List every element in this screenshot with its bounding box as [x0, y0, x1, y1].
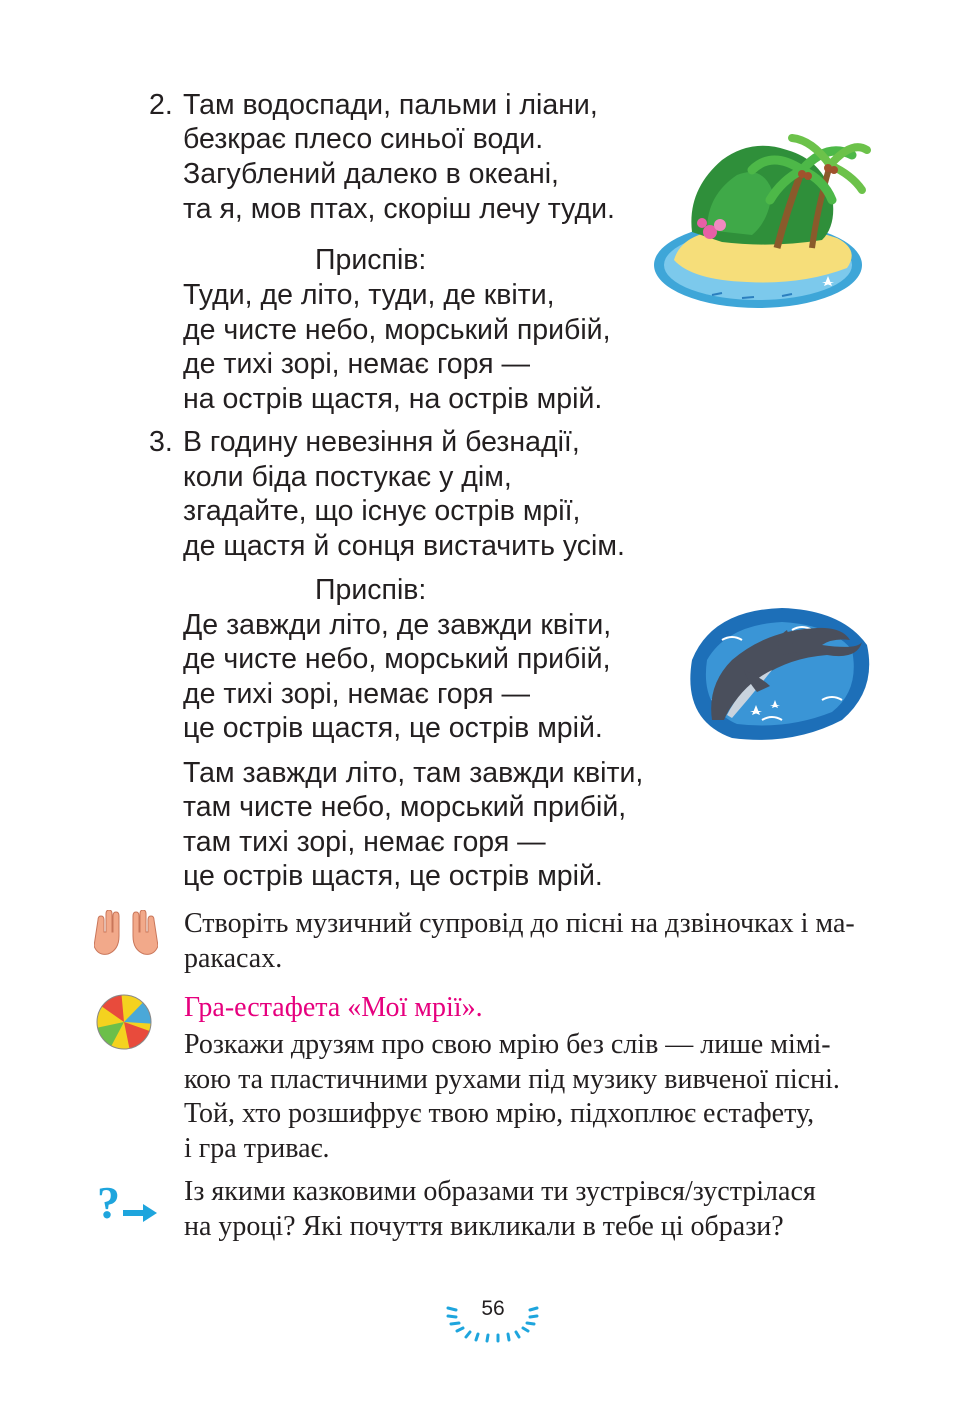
verse-line: В годину невезіння й безнадії, — [183, 426, 580, 458]
chorus-line: Там завжди літо, там завжди квіти, — [183, 757, 644, 789]
task-text-line: Той, хто розшифрує твою мрію, підхоплює естафету, — [184, 1098, 815, 1129]
hands-icon — [94, 910, 158, 956]
task-text-line: кою та пластичними рухами під музику вивченої пісні. — [184, 1063, 840, 1095]
chorus-line: де тихі зорі, немає горя — — [183, 348, 530, 380]
verse-line: Там водоспади, пальми і ліани, — [183, 89, 598, 121]
chorus-line: на острів щастя, на острів мрій. — [183, 383, 603, 415]
chorus-line: Туди, де літо, туди, де квіти, — [183, 279, 555, 311]
verse-line: безкрає плесо синьої води. — [183, 123, 544, 155]
chorus-line: це острів щастя, це острів мрій. — [183, 860, 603, 892]
task-question-text — [184, 1175, 890, 1244]
verse-number: 2. — [149, 89, 173, 121]
dolphin-illustration — [672, 600, 876, 746]
chorus-label: Приспів: — [315, 574, 427, 606]
task-text-line: Із якими казковими образами ти зустрівся/зустрілася — [184, 1176, 816, 1207]
task-text-line: Створіть музичний супровід до пісні на дзвіночках і ма- — [184, 908, 855, 939]
ball-icon — [96, 994, 152, 1050]
task-game-text — [184, 1028, 890, 1166]
verse-line: згадайте, що існує острів мрії, — [183, 495, 581, 527]
chorus-line: там чисте небо, морський прибій, — [183, 791, 627, 823]
chorus-line: там тихі зорі, немає горя — — [183, 826, 546, 858]
verse-number: 3. — [149, 426, 173, 458]
chorus-line: це острів щастя, це острів мрій. — [183, 712, 603, 744]
chorus-line: де чисте небо, морський прибій, — [183, 314, 611, 346]
question-arrow-icon — [97, 1178, 159, 1230]
task-text-line: і гра триває. — [184, 1132, 330, 1164]
chorus-line: де тихі зорі, немає горя — — [183, 678, 530, 710]
chorus-label: Приспів: — [315, 244, 427, 276]
verse-line: Загублений далеко в океані, — [183, 158, 559, 190]
verse-line: коли біда постукає у дім, — [183, 461, 512, 493]
task-text-line: Розкажи друзям про свою мрію без слів — лише мімі- — [184, 1029, 831, 1060]
chorus-line: де чисте небо, морський прибій, — [183, 643, 611, 675]
chorus-line: Де завжди літо, де завжди квіти, — [183, 609, 612, 641]
page-number: 56 — [481, 1297, 505, 1320]
verse-line: та я, мов птах, скоріш лечу туди. — [183, 193, 615, 225]
task-music-text — [184, 907, 890, 976]
task-text-line: на уроці? Які почуття викликали в тебе ці образи? — [184, 1210, 784, 1242]
task-text-line: ракасах. — [184, 942, 283, 974]
island-illustration — [652, 120, 874, 312]
svg-text:?: ? — [97, 1178, 120, 1228]
game-title: Гра-естафета «Мої мрії». — [184, 992, 483, 1023]
verse-line: де щастя й сонця вистачить усім. — [183, 530, 625, 562]
